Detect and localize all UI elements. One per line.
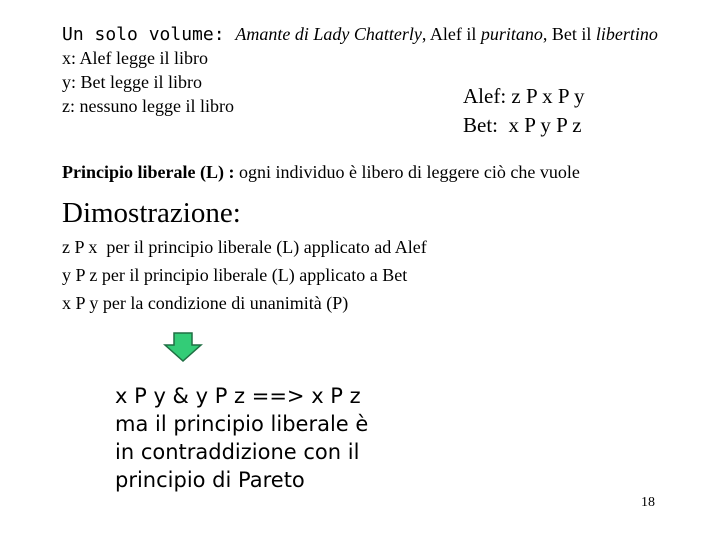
conclusion-line-4: principio di Pareto [115,468,305,492]
definition-z [62,94,234,118]
definition-y [62,70,202,94]
definition-key: x [62,48,71,68]
header-prefix: Un solo volume: [62,24,236,45]
definition-key: z [62,96,70,116]
definition-x [62,46,208,70]
definition-text: : nessuno legge il libro [70,96,234,116]
definition-text: : Bet legge il libro [71,72,202,92]
principle-label: Principio liberale (L) : [62,162,235,182]
liberal-principle [62,160,580,184]
header-line [62,22,658,47]
definition-text: : Alef legge il libro [71,48,208,68]
demo-title: Dimostrazione: [62,197,241,229]
demo-step-1: z P x per il principio liberale (L) applicato ad Alef [62,237,427,257]
conclusion-line-3: in contraddizione con il [115,440,360,464]
principle-text: ogni individuo è libero di leggere ciò che vuole [234,162,580,182]
page-number: 18 [641,495,655,510]
conclusion-line-1: x P y & y P z ==> x P z [115,384,361,408]
header-mid2: , Bet il [542,24,596,44]
book-title: Amante di Lady Chatterly [235,24,422,44]
conclusion-line-2: ma il principio liberale è [115,412,369,436]
demo-step-3: x P y per la condizione di unanimità (P) [62,293,349,313]
down-arrow-icon [163,332,203,362]
puritan-word: puritano [480,24,543,44]
preference-bet: Bet: x P y P z [463,113,582,137]
definition-key: y [62,72,71,92]
demo-step-2: y P z per il principio liberale (L) applicato a Bet [62,265,408,285]
libertine-word: libertino [595,24,658,44]
header-mid1: , Alef il [421,24,481,44]
preference-alef: Alef: z P x P y [463,84,585,108]
